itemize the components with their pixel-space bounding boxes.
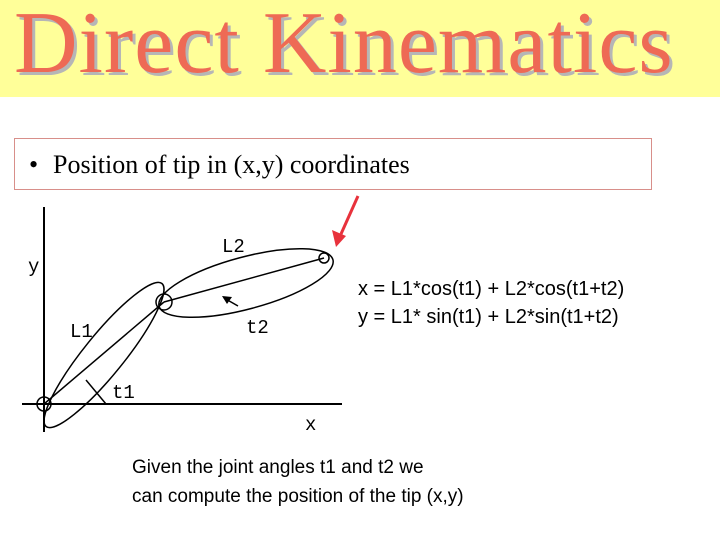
bullet-text: Position of tip in (x,y) coordinates [53, 150, 410, 179]
tip-pointer-head [332, 230, 346, 247]
y-axis-label: y [28, 256, 40, 278]
t2-label: t2 [246, 317, 269, 339]
l1-label: L1 [70, 321, 93, 343]
tip-pointer-line [341, 196, 358, 234]
link-l2-line [164, 258, 324, 302]
slide-title: Direct Kinematics [14, 0, 674, 92]
bullet-marker: • [29, 150, 39, 179]
link-l1-ellipse [31, 271, 178, 439]
formula-x: x = L1*cos(t1) + L2*cos(t1+t2) [358, 278, 625, 300]
caption-line-1: Given the joint angles t1 and t2 we [132, 457, 424, 478]
t1-label: t1 [112, 382, 135, 404]
link-l1-line [44, 302, 164, 404]
caption-line-2: can compute the position of the tip (x,y) [132, 486, 464, 507]
x-axis-label: x [305, 414, 317, 436]
t2-pointer-head [222, 296, 232, 304]
formula-y: y = L1* sin(t1) + L2*sin(t1+t2) [358, 306, 619, 328]
l2-label: L2 [222, 236, 245, 258]
